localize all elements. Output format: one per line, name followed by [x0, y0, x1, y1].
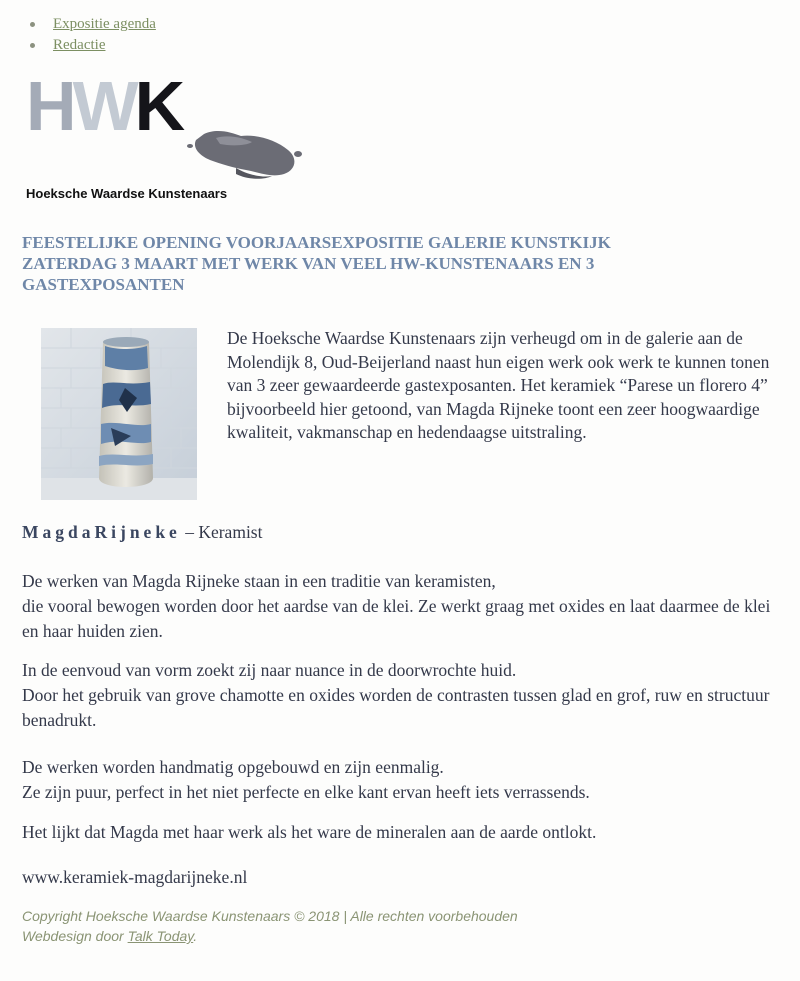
logo-subtitle: Hoeksche Waardse Kunstenaars: [26, 186, 228, 201]
headline-line-2: ZATERDAG 3 MAART MET WERK VAN VEEL HW-KUNSTENAARS EN 3: [22, 254, 595, 273]
paragraph-tradition: [22, 569, 782, 644]
webdesign-prefix: Webdesign door: [22, 928, 128, 944]
footer: [22, 906, 518, 946]
nav-item-redactie: [30, 35, 156, 56]
logo-letter-w: W: [72, 67, 135, 145]
nav-item-expositie-agenda: [30, 14, 156, 35]
intro-paragraph: De Hoeksche Waardse Kunstenaars zijn verheugd om in de galerie aan de Molendijk 8, Oud-Beijerland naast hun eigen werk ook werk te kunnen tonen van 3 zeer gewaardeerde gastexposanten. Het keramiek “Parese un florero 4” bijvoorbeeld hier getoond, van Magda Rijneke toont een zeer hoogwaardige kwaliteit, vakmanschap en hedendaagse uitstraling.: [227, 328, 770, 442]
paragraph-tradition-line-2: die vooral bewogen worden door het aardse van de klei. Ze werkt graag met oxides en laat daarmee de klei en haar huiden zien.: [22, 596, 771, 641]
hwk-logo[interactable]: [26, 67, 316, 206]
top-nav: [30, 14, 156, 56]
website-url: www.keramiek-magdarijneke.nl: [22, 867, 248, 887]
ceramic-vase-photo: [41, 328, 197, 500]
paragraph-handmatig-line-2: Ze zijn puur, perfect in het niet perfecte en elke kant ervan heeft iets verrassends.: [22, 782, 590, 802]
paragraph-tradition-line-1: De werken van Magda Rijneke staan in een traditie van keramisten,: [22, 571, 496, 591]
paint-splash-icon: [186, 124, 311, 184]
redactie-link[interactable]: Redactie: [53, 37, 106, 53]
bullet-icon: [30, 43, 35, 48]
expositie-agenda-link[interactable]: Expositie agenda: [53, 16, 156, 32]
paragraph-vorm-line-1: In de eenvoud van vorm zoekt zij naar nuance in de doorwrochte huid.: [22, 660, 517, 680]
logo-letter-h: H: [26, 67, 73, 145]
webdesign-credit: [22, 926, 518, 946]
artist-name: MagdaRijneke: [22, 522, 181, 542]
headline-line-1: FEESTELIJKE OPENING VOORJAARSEXPOSITIE GALERIE KUNSTKIJK: [22, 233, 611, 252]
paragraph-vorm: [22, 658, 782, 733]
bullet-icon: [30, 22, 35, 27]
copyright-text: Copyright Hoeksche Waardse Kunstenaars © 2018 | Alle rechten voorbehouden: [22, 908, 518, 924]
artist-role: – Keramist: [185, 522, 263, 542]
article-headline: [22, 232, 722, 295]
paragraph-vorm-line-2: Door het gebruik van grove chamotte en oxides worden de contrasten tussen glad en grof, ruw en structuur benadrukt.: [22, 685, 770, 730]
headline-line-3: GASTEXPOSANTEN: [22, 275, 185, 294]
paragraph-handmatig-line-1: De werken worden handmatig opgebouwd en zijn eenmalig.: [22, 757, 444, 777]
logo-letter-k: K: [134, 67, 182, 145]
artist-heading: [22, 522, 262, 543]
paragraph-mineralen: Het lijkt dat Magda met haar werk als het ware de mineralen aan de aarde ontlokt.: [22, 822, 597, 842]
paragraph-handmatig: [22, 755, 782, 805]
webdesign-suffix: .: [193, 928, 198, 944]
logo-letters: [26, 67, 182, 145]
talk-today-link[interactable]: Talk Today: [127, 928, 194, 944]
